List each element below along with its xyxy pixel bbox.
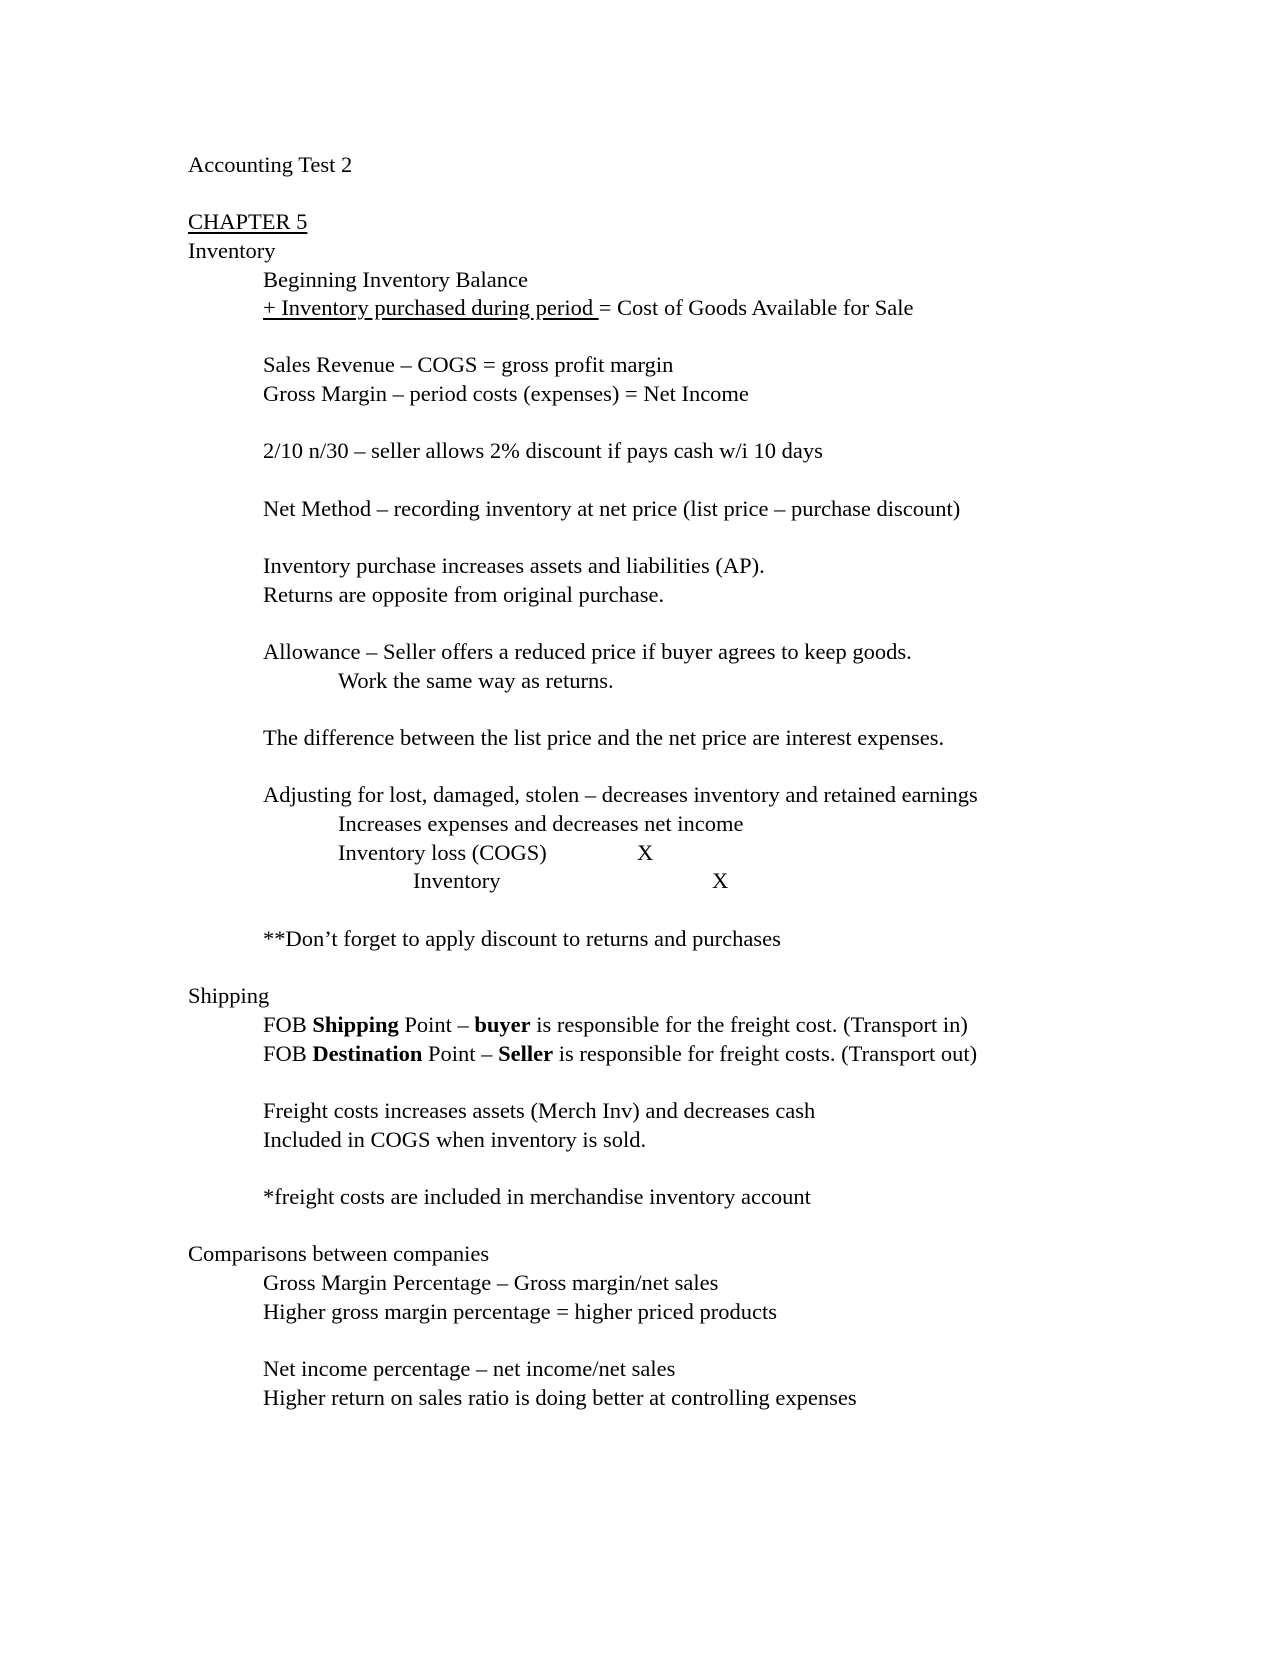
fob-destination-text-1: FOB (263, 1041, 313, 1066)
adjusting-line: Adjusting for lost, damaged, stolen – decreases inventory and retained earnings (263, 782, 978, 807)
gross-margin-higher-line: Higher gross margin percentage = higher priced products (263, 1299, 777, 1324)
journal-debit-mark: X (637, 840, 654, 865)
fob-destination-text-2: Point – (422, 1041, 499, 1066)
comparisons-heading: Comparisons between companies (188, 1241, 490, 1266)
fob-shipping-bold-1: Shipping (312, 1012, 399, 1037)
beginning-inventory-line: Beginning Inventory Balance (263, 267, 528, 292)
cogs-available-text: = Cost of Goods Available for Sale (598, 295, 914, 320)
fob-destination-bold-2: Seller (498, 1041, 554, 1066)
journal-credit-account: Inventory (413, 868, 501, 893)
net-method-line: Net Method – recording inventory at net price (list price – purchase discount) (263, 496, 961, 521)
fob-destination-line (263, 1040, 977, 1068)
net-income-pct-line: Net income percentage – net income/net sales (263, 1356, 676, 1381)
fob-shipping-text-2: Point – (398, 1012, 475, 1037)
gross-margin-line: Gross Margin – period costs (expenses) = Net Income (263, 381, 749, 406)
net-income-higher-line: Higher return on sales ratio is doing better at controlling expenses (263, 1385, 857, 1410)
reminder-line: **Don’t forget to apply discount to returns and purchases (263, 926, 781, 951)
difference-line: The difference between the list price and the net price are interest expenses. (263, 725, 945, 750)
fob-destination-text-3: is responsible for freight costs. (Transport out) (553, 1041, 978, 1066)
inventory-heading: Inventory (188, 238, 276, 263)
adjusting-sub-line: Increases expenses and decreases net income (338, 811, 744, 836)
inventory-purchase-line: Inventory purchase increases assets and liabilities (AP). (263, 553, 765, 578)
fob-shipping-line (263, 1011, 968, 1039)
gross-margin-pct-line: Gross Margin Percentage – Gross margin/net sales (263, 1270, 719, 1295)
returns-line: Returns are opposite from original purchase. (263, 582, 665, 607)
included-cogs-line: Included in COGS when inventory is sold. (263, 1127, 647, 1152)
journal-debit-account: Inventory loss (COGS) (338, 840, 547, 865)
inventory-purchased-text: + Inventory purchased during period (263, 295, 599, 320)
shipping-heading: Shipping (188, 983, 270, 1008)
document-title: Accounting Test 2 (188, 152, 353, 177)
fob-destination-bold-1: Destination (312, 1041, 423, 1066)
terms-line: 2/10 n/30 – seller allows 2% discount if pays cash w/i 10 days (263, 438, 823, 463)
allowance-sub-line: Work the same way as returns. (338, 668, 614, 693)
fob-shipping-bold-2: buyer (474, 1012, 531, 1037)
fob-shipping-text-1: FOB (263, 1012, 313, 1037)
sales-revenue-line: Sales Revenue – COGS = gross profit margin (263, 352, 674, 377)
cogs-available-line (263, 294, 913, 322)
journal-credit-mark: X (712, 868, 729, 893)
freight-note-line: *freight costs are included in merchandise inventory account (263, 1184, 811, 1209)
freight-costs-line: Freight costs increases assets (Merch Inv) and decreases cash (263, 1098, 816, 1123)
fob-shipping-text-3: is responsible for the freight cost. (Transport in) (530, 1012, 968, 1037)
allowance-line: Allowance – Seller offers a reduced price if buyer agrees to keep goods. (263, 639, 912, 664)
chapter-heading: CHAPTER 5 (188, 209, 308, 234)
